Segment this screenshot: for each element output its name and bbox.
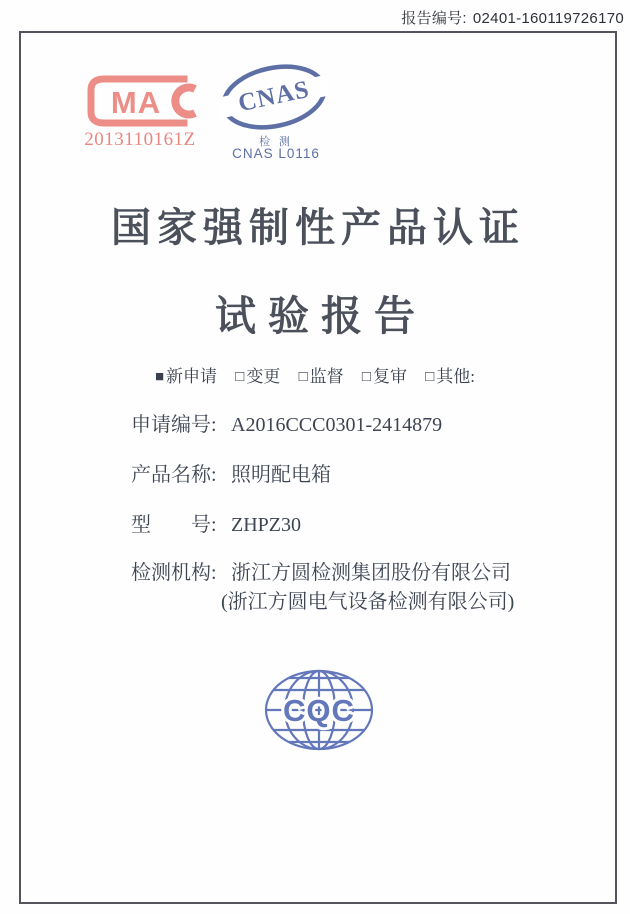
cnas-acronym: CNAS	[235, 75, 312, 118]
field-testing-agency	[131, 559, 514, 617]
application-type-row	[0, 362, 630, 387]
field-label: 检测机构:	[131, 562, 217, 584]
field-label: 型 号:	[131, 514, 217, 536]
field-value	[221, 559, 515, 617]
field-value: A2016CCC0301-2414879	[231, 414, 443, 436]
cma-accreditation-number: 2013110161Z	[84, 129, 196, 150]
checkbox-new-application	[155, 367, 217, 386]
report-number-label: 报告编号:	[401, 10, 467, 27]
field-label: 申请编号:	[131, 414, 217, 436]
checkbox-other	[425, 367, 475, 386]
cma-c-shape	[175, 88, 195, 115]
report-number-value: 02401-160119726170	[472, 10, 624, 27]
cnas-lab-code: CNAS L0116	[232, 146, 320, 161]
checkbox-label: 监督	[309, 367, 344, 386]
field-application-number	[131, 411, 442, 440]
cma-ma-letters: MA	[110, 85, 162, 120]
field-model	[131, 511, 301, 540]
checkbox-change	[235, 367, 280, 386]
checkbox-supervision	[299, 367, 344, 386]
checkbox-label: 其他:	[436, 367, 476, 386]
cqc-logo-icon	[262, 668, 376, 752]
cma-logo-icon	[84, 72, 204, 130]
field-value: ZHPZ30	[231, 514, 301, 536]
checkbox-label: 新申请	[166, 367, 218, 386]
report-number	[401, 7, 624, 28]
checkbox-review	[362, 367, 407, 386]
cnas-caption: 检 测	[259, 136, 293, 148]
field-value: 照明配电箱	[231, 464, 331, 486]
checkbox-empty-icon: □	[425, 369, 435, 385]
field-product-name	[131, 461, 331, 490]
document-title-line2: 试验报告	[215, 293, 427, 339]
checkbox-filled-icon: ■	[154, 369, 165, 385]
cnas-logo-icon	[219, 61, 329, 133]
checkbox-label: 复审	[372, 367, 407, 386]
checkbox-label: 变更	[246, 367, 281, 386]
checkbox-empty-icon: □	[235, 369, 245, 385]
checkbox-empty-icon: □	[361, 369, 371, 385]
field-label: 产品名称:	[131, 464, 217, 486]
document-title-line1: 国家强制性产品认证	[111, 205, 525, 250]
checkbox-empty-icon: □	[298, 369, 308, 385]
agency-name-alt: (浙江方圆电气设备检测有限公司)	[221, 591, 515, 613]
agency-name: 浙江方圆检测集团股份有限公司	[231, 562, 511, 584]
cqc-acronym: CQC	[283, 693, 355, 728]
